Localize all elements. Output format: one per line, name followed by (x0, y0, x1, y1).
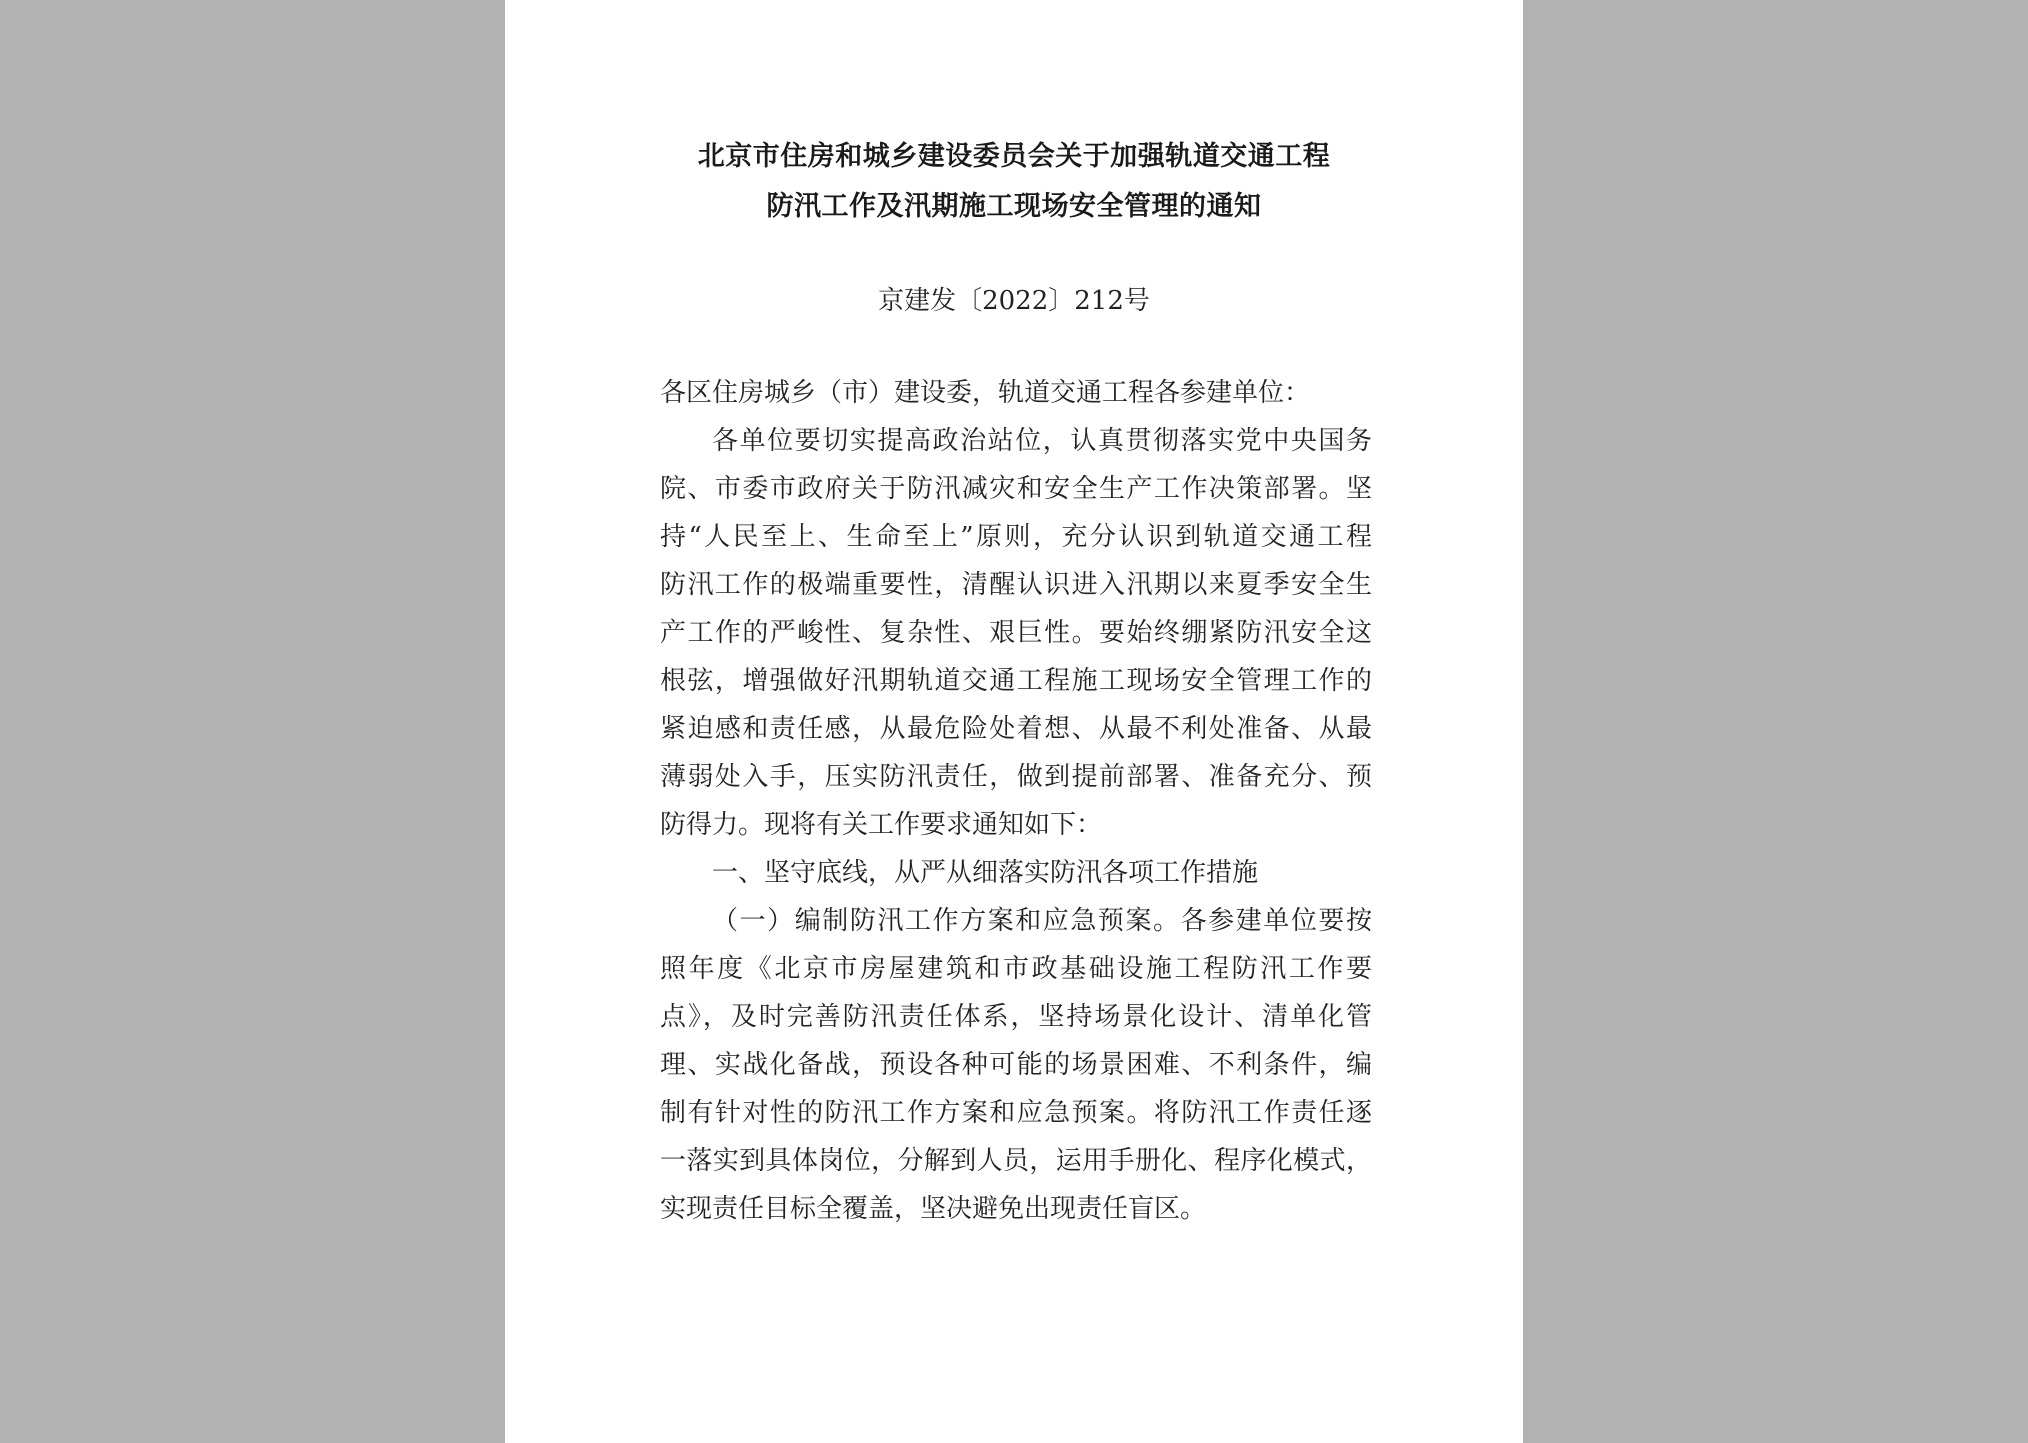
salutation: 各区住房城乡（市）建设委，轨道交通工程各参建单位： (660, 378, 1311, 408)
paragraph-line: 紧迫感和责任感，从最危险处着想、从最不利处准备、从最 (660, 714, 1372, 744)
paragraph-line: 防汛工作的极端重要性，清醒认识进入汛期以来夏季安全生 (660, 570, 1372, 600)
paragraph-line: 点》，及时完善防汛责任体系，坚持场景化设计、清单化管 (660, 1002, 1372, 1032)
paragraph-line: 院、市委市政府关于防汛减灾和安全生产工作决策部署。坚 (660, 474, 1372, 504)
document-title-line-1: 北京市住房和城乡建设委员会关于加强轨道交通工程 (697, 141, 1331, 172)
paragraph-line: 实现责任目标全覆盖，坚决避免出现责任盲区。 (660, 1194, 1207, 1224)
document-title-line-2: 防汛工作及汛期施工现场安全管理的通知 (766, 191, 1262, 222)
paragraph-line: 各单位要切实提高政治站位，认真贯彻落实党中央国务 (712, 426, 1372, 456)
paragraph-line: 照年度《北京市房屋建筑和市政基础设施工程防汛工作要 (660, 954, 1372, 984)
paragraph-line: 根弦，增强做好汛期轨道交通工程施工现场安全管理工作的 (660, 666, 1372, 696)
paragraph-line: 产工作的严峻性、复杂性、艰巨性。要始终绷紧防汛安全这 (660, 618, 1372, 648)
paragraph-line: 制有针对性的防汛工作方案和应急预案。将防汛工作责任逐 (660, 1098, 1372, 1128)
document-number: 京建发〔2022〕212号 (878, 286, 1150, 316)
paragraph-line: 一落实到具体岗位，分解到人员，运用手册化、程序化模式， (660, 1146, 1372, 1176)
paragraph-line: 持“人民至上、生命至上”原则，充分认识到轨道交通工程 (660, 522, 1372, 552)
paragraph-line: （一）编制防汛工作方案和应急预案。各参建单位要按 (712, 906, 1372, 936)
section-heading: 一、坚守底线，从严从细落实防汛各项工作措施 (712, 858, 1259, 888)
document-page (505, 0, 1523, 1443)
paragraph-line: 理、实战化备战，预设各种可能的场景困难、不利条件，编 (660, 1050, 1372, 1080)
paragraph-line: 薄弱处入手，压实防汛责任，做到提前部署、准备充分、预 (660, 762, 1372, 792)
paragraph-line: 防得力。现将有关工作要求通知如下： (660, 810, 1103, 840)
